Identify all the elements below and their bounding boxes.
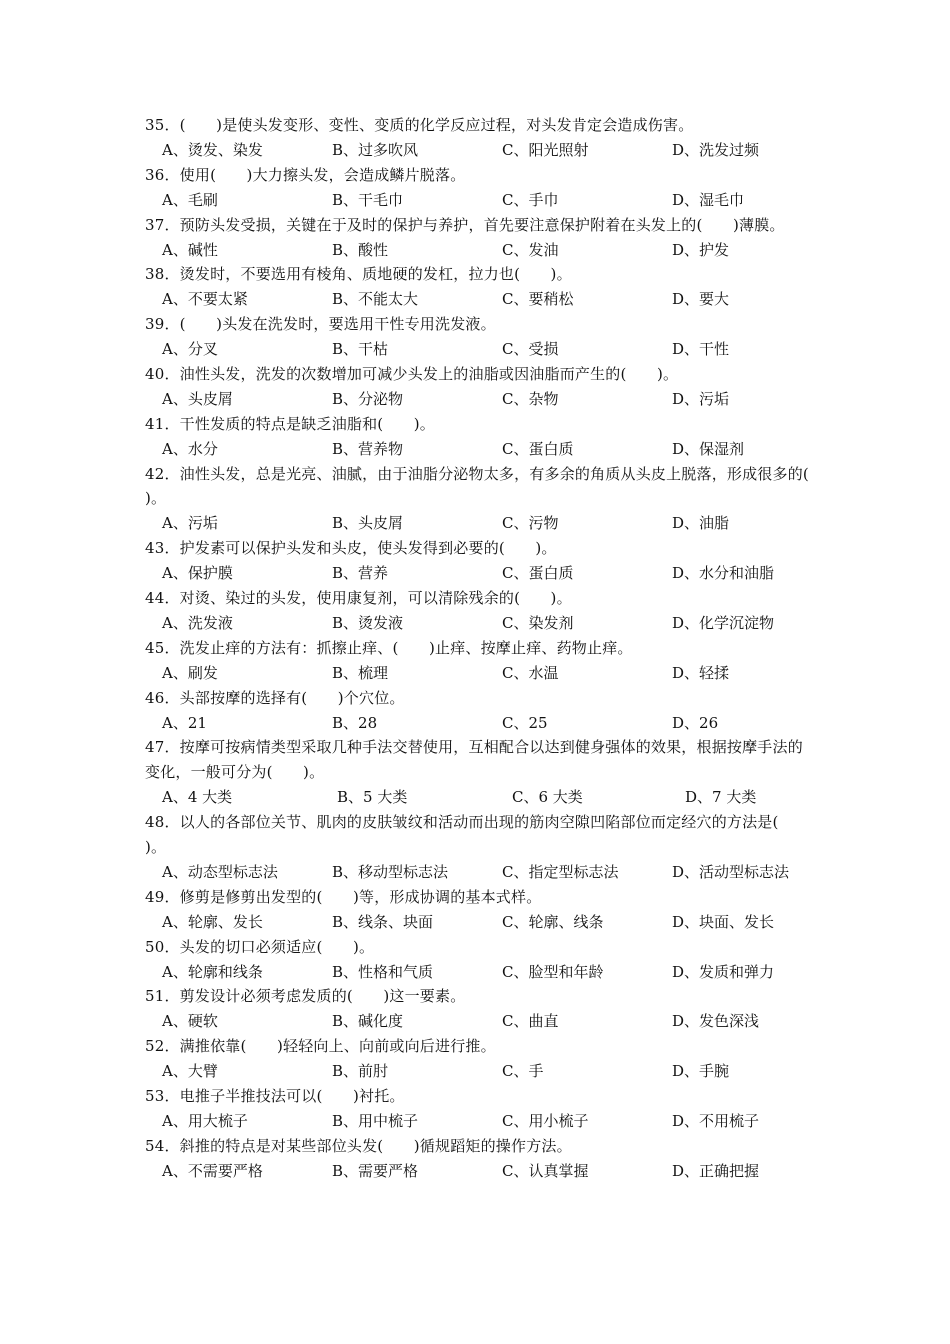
answer-option-c: C、蛋白质 <box>502 439 574 458</box>
question-stem: 40．油性头发，洗发的次数增加可减少头发上的油脂或因油脂而产生的( )。 <box>145 364 679 383</box>
question-stem: 54．斜推的特点是对某些部位头发( )循规蹈矩的操作方法。 <box>145 1136 572 1155</box>
answer-option-d: D、轻揉 <box>672 663 730 682</box>
answer-option-a: A、烫发、染发 <box>162 140 263 159</box>
question-stem: 53．电推子半推技法可以( )衬托。 <box>145 1087 405 1106</box>
answer-option-b: B、干枯 <box>332 340 389 359</box>
question-item <box>145 462 840 537</box>
answer-option-a: A、4 大类 <box>162 788 233 807</box>
answer-option-b: B、用中梳子 <box>332 1111 419 1130</box>
answer-option-b: B、梳理 <box>332 663 389 682</box>
answer-option-c: C、25 <box>502 713 548 732</box>
answer-option-d: D、活动型标志法 <box>672 862 790 881</box>
question-item <box>145 1134 815 1184</box>
answer-option-a: A、用大梳子 <box>162 1111 248 1130</box>
question-item <box>145 810 815 885</box>
question-item <box>145 1084 815 1134</box>
answer-option-a: A、头皮屑 <box>162 389 233 408</box>
answer-options <box>145 661 815 686</box>
answer-options <box>145 561 815 586</box>
answer-option-a: A、水分 <box>162 439 218 458</box>
question-stem: 52．满推依靠( )轻轻向上、向前或向后进行推。 <box>145 1037 496 1056</box>
answer-option-d: D、干性 <box>672 340 730 359</box>
answer-option-c: C、认真掌握 <box>502 1161 589 1180</box>
question-stem: 50．头发的切口必须适应( )。 <box>145 937 375 956</box>
answer-option-a: A、轮廓、发长 <box>162 912 263 931</box>
answer-option-c: C、脸型和年龄 <box>502 962 604 981</box>
answer-option-b: B、性格和气质 <box>332 962 434 981</box>
answer-option-d: D、正确把握 <box>672 1161 760 1180</box>
answer-option-c: C、用小梳子 <box>502 1111 589 1130</box>
answer-option-a: A、碱性 <box>162 240 218 259</box>
answer-options <box>145 1009 815 1034</box>
question-stem: 42．油性头发，总是光亮、油腻，由于油脂分泌物太多，有多余的角质从头皮上脱落，形成很多的( )。 <box>145 464 840 508</box>
answer-option-a: A、轮廓和线条 <box>162 962 263 981</box>
answer-option-a: A、洗发液 <box>162 613 233 632</box>
question-item <box>145 262 815 312</box>
question-item <box>145 586 815 636</box>
question-stem: 43．护发素可以保护头发和头皮，使头发得到必要的( )。 <box>145 539 557 558</box>
answer-option-c: C、手 <box>502 1062 544 1081</box>
question-item <box>145 1034 815 1084</box>
answer-option-d: D、7 大类 <box>685 788 757 807</box>
answer-options <box>145 711 815 736</box>
answer-option-a: A、刷发 <box>162 663 218 682</box>
answer-option-c: C、发油 <box>502 240 559 259</box>
answer-options <box>145 511 815 536</box>
answer-option-b: B、碱化度 <box>332 1012 404 1031</box>
question-item <box>145 362 815 412</box>
answer-options <box>145 287 815 312</box>
question-stem: 39．( )头发在洗发时，要选用干性专用洗发液。 <box>145 315 496 334</box>
answer-options <box>145 785 815 810</box>
answer-option-a: A、动态型标志法 <box>162 862 278 881</box>
question-stem: 38．烫发时，不要选用有棱角、质地硬的发杠，拉力也( )。 <box>145 265 572 284</box>
answer-option-a: A、毛刷 <box>162 190 218 209</box>
answer-options <box>145 1109 815 1134</box>
answer-options <box>145 138 815 163</box>
answer-options <box>145 860 815 885</box>
question-item <box>145 636 815 686</box>
answer-option-a: A、大臂 <box>162 1062 218 1081</box>
question-item <box>145 213 815 263</box>
question-stem: 37．预防头发受损，关键在于及时的保护与养护，首先要注意保护附着在头发上的( )薄膜。 <box>145 215 785 234</box>
answer-options <box>145 437 815 462</box>
question-item <box>145 885 815 935</box>
answer-option-b: B、酸性 <box>332 240 389 259</box>
answer-options <box>145 1059 815 1084</box>
answer-option-b: B、营养 <box>332 564 389 583</box>
question-item <box>145 935 815 985</box>
answer-option-a: A、分叉 <box>162 340 218 359</box>
answer-option-d: D、手腕 <box>672 1062 730 1081</box>
question-item <box>145 984 815 1034</box>
answer-options <box>145 910 815 935</box>
question-stem: 45．洗发止痒的方法有：抓擦止痒、( )止痒、按摩止痒、药物止痒。 <box>145 638 633 657</box>
answer-option-d: D、发色深浅 <box>672 1012 760 1031</box>
question-item <box>145 312 815 362</box>
answer-option-c: C、水温 <box>502 663 559 682</box>
answer-option-c: C、蛋白质 <box>502 564 574 583</box>
answer-option-b: B、不能太大 <box>332 290 419 309</box>
answer-option-b: B、营养物 <box>332 439 404 458</box>
question-stem: 44．对烫、染过的头发，使用康复剂，可以清除残余的( )。 <box>145 589 572 608</box>
answer-option-c: C、曲直 <box>502 1012 559 1031</box>
answer-option-c: C、污物 <box>502 514 559 533</box>
answer-option-a: A、不需要严格 <box>162 1161 263 1180</box>
answer-option-c: C、6 大类 <box>512 788 583 807</box>
answer-option-a: A、保护膜 <box>162 564 233 583</box>
answer-option-a: A、21 <box>162 713 207 732</box>
question-stem: 36．使用( )大力擦头发，会造成鳞片脱落。 <box>145 165 466 184</box>
question-list <box>145 113 840 1184</box>
answer-option-c: C、阳光照射 <box>502 140 589 159</box>
answer-option-d: D、发质和弹力 <box>672 962 775 981</box>
answer-option-d: D、护发 <box>672 240 730 259</box>
answer-options <box>145 611 815 636</box>
question-item <box>145 536 815 586</box>
answer-option-b: B、移动型标志法 <box>332 862 449 881</box>
answer-option-d: D、保湿剂 <box>672 439 745 458</box>
answer-option-d: D、块面、发长 <box>672 912 775 931</box>
answer-option-d: D、26 <box>672 713 719 732</box>
question-stem: 35．( )是使头发变形、变性、变质的化学反应过程，对头发肯定会造成伤害。 <box>145 116 694 134</box>
answer-option-c: C、受损 <box>502 340 559 359</box>
answer-option-b: B、干毛巾 <box>332 190 404 209</box>
answer-option-b: B、过多吹风 <box>332 140 419 159</box>
question-stem: 46．头部按摩的选择有( )个穴位。 <box>145 688 405 707</box>
answer-option-b: B、前肘 <box>332 1062 389 1081</box>
answer-option-c: C、手巾 <box>502 190 559 209</box>
answer-option-b: B、分泌物 <box>332 389 404 408</box>
answer-option-b: B、线条、块面 <box>332 912 434 931</box>
question-stem: 47．按摩可按病情类型采取几种手法交替使用，互相配合以达到健身强体的效果，根据按摩手法的变化，一般可分为( )。 <box>145 738 803 782</box>
answer-option-b: B、烫发液 <box>332 613 404 632</box>
answer-option-c: C、指定型标志法 <box>502 862 619 881</box>
answer-option-d: D、化学沉淀物 <box>672 613 775 632</box>
answer-option-d: D、不用梳子 <box>672 1111 760 1130</box>
answer-options <box>145 960 815 985</box>
answer-option-a: A、硬软 <box>162 1012 218 1031</box>
answer-options <box>145 188 815 213</box>
answer-options <box>145 337 815 362</box>
answer-option-c: C、杂物 <box>502 389 559 408</box>
question-stem: 48．以人的各部位关节、肌肉的皮肤皱纹和活动而出现的筋肉空隙凹陷部位而定经穴的方法是( )。 <box>145 813 809 857</box>
question-item <box>145 735 815 810</box>
question-item <box>145 686 815 736</box>
answer-option-a: A、不要太紧 <box>162 290 248 309</box>
question-stem: 49．修剪是修剪出发型的( )等，形成协调的基本式样。 <box>145 887 542 906</box>
question-item <box>145 113 815 163</box>
answer-option-c: C、轮廓、线条 <box>502 912 604 931</box>
answer-option-d: D、洗发过频 <box>672 140 760 159</box>
answer-option-a: A、污垢 <box>162 514 218 533</box>
question-stem: 51．剪发设计必须考虑发质的( )这一要素。 <box>145 987 466 1006</box>
question-item <box>145 412 815 462</box>
answer-option-b: B、头皮屑 <box>332 514 404 533</box>
answer-options <box>145 238 815 263</box>
answer-option-b: B、28 <box>332 713 378 732</box>
answer-options <box>145 1159 815 1184</box>
question-item <box>145 163 815 213</box>
answer-option-d: D、污垢 <box>672 389 730 408</box>
answer-option-d: D、湿毛巾 <box>672 190 745 209</box>
answer-option-d: D、油脂 <box>672 514 730 533</box>
answer-option-d: D、要大 <box>672 290 730 309</box>
answer-option-b: B、5 大类 <box>337 788 408 807</box>
answer-options <box>145 387 815 412</box>
answer-option-c: C、要稍松 <box>502 290 574 309</box>
answer-option-d: D、水分和油脂 <box>672 564 775 583</box>
answer-option-b: B、需要严格 <box>332 1161 419 1180</box>
answer-option-c: C、染发剂 <box>502 613 574 632</box>
question-stem: 41．干性发质的特点是缺乏油脂和( )。 <box>145 414 435 433</box>
